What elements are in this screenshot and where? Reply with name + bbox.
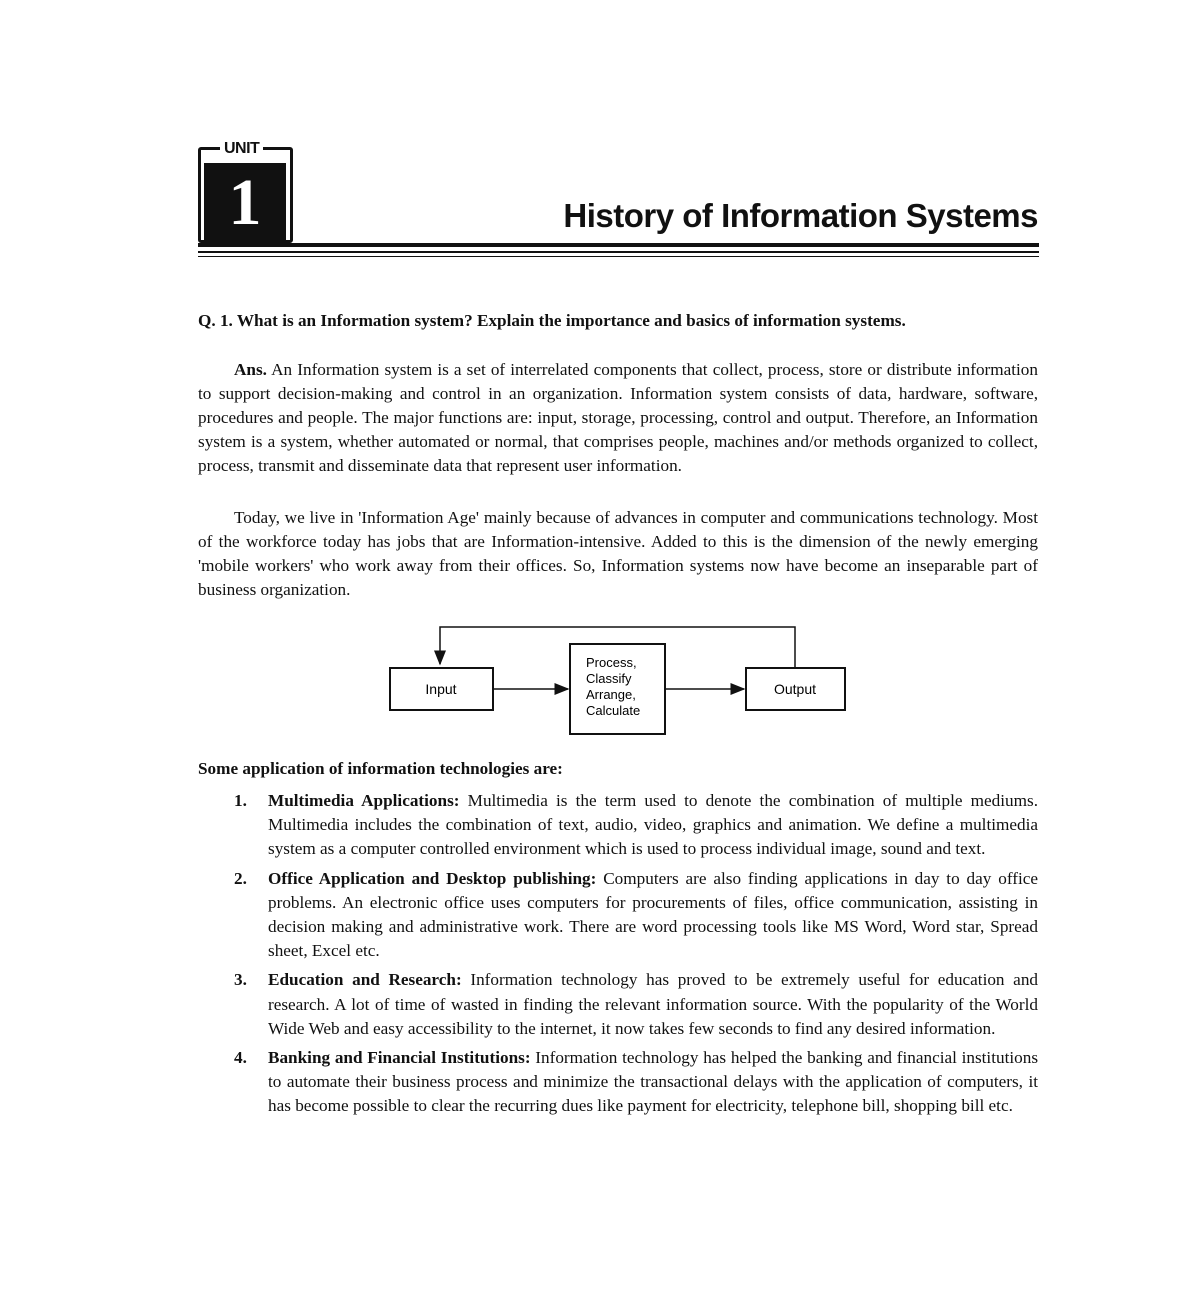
list-item-number: 3. — [234, 970, 247, 990]
answer-label: Ans. — [234, 360, 267, 379]
list-item — [198, 1046, 1038, 1119]
process-label-3: Arrange, — [586, 687, 636, 702]
list-item-number: 1. — [234, 791, 247, 810]
list-item-text: Information technology has helped the banking and financial institutions to automate their business process and minimize the transactional delays with the application of computers, it has become possible to clear the recurring dues like payment for electricity, telephone bill, shopping bill etc. — [268, 1048, 1039, 1116]
process-label-1: Process, — [586, 655, 637, 670]
output-label: Output — [773, 681, 817, 697]
header-rule-thin — [198, 251, 1039, 253]
question-heading: Q. 1. What is an Information system? Explain the importance and basics of information systems. — [198, 311, 906, 330]
input-label: Input — [425, 681, 457, 697]
answer-paragraph-1 — [198, 358, 1038, 478]
header-rule — [198, 243, 1039, 247]
list-item-title: Multimedia Applications: — [268, 791, 460, 810]
list-item — [198, 968, 1038, 1041]
applications-heading: Some application of information technologies are: — [198, 759, 563, 778]
list-item — [198, 867, 1038, 964]
list-item-text: Computers are also finding applications in day to day office problems. An electronic office uses computers for procurements of files, office communication, assisting in decision making and administrative work. There are word processing tools like MS Word, Word star, Spread sheet, Excel etc. — [268, 868, 1038, 961]
list-item — [198, 789, 1038, 862]
header-rule-thin-2 — [198, 256, 1039, 257]
unit-label: UNIT — [220, 140, 263, 158]
list-item-title: Banking and Financial Institutions: — [268, 1048, 531, 1068]
process-label-2: Classify — [586, 671, 632, 686]
process-label-4: Calculate — [586, 703, 641, 718]
chapter-title: History of Information Systems — [563, 197, 1038, 234]
answer-text-2: Today, we live in 'Information Age' mainly because of advances in computer and communications technology. Most of the workforce today has jobs that are Information-intensive. Added to this is the dimension of the newly emerging 'mobile workers' who work away from their offices. So, Information systems now have become an inseparable part of business organization. — [198, 508, 1038, 599]
list-item-title: Education and Research: — [268, 970, 462, 990]
list-item-text: Information technology has proved to be extremely useful for education and research. A lot of time of wasted in finding the relevant information source. With the popularity of the World Wide Web and easy accessibility to the internet, it now takes few seconds to find any desired information. — [268, 970, 1039, 1038]
answer-paragraph-2 — [198, 506, 1038, 602]
unit-number: 1 — [204, 163, 286, 243]
list-item-text: Multimedia is the term used to denote the combination of multiple mediums. Multimedia includes the combination of text, audio, video, graphics and animation. We define a multimedia system as a computer controlled environment which is used to process individual image, sound and text. — [268, 791, 1038, 859]
information-system-diagram — [380, 620, 860, 745]
list-item-number: 4. — [234, 1048, 247, 1068]
answer-text-1: An Information system is a set of interrelated components that collect, process, store or distribute information to support decision-making and control in an organization. Information system consists of data, hardware, software, procedures and people. The major functions are: input, storage, processing, control and output. Therefore, an Information system is a system, whether automated or normal, that comprises people, machines and/or methods organized to collect, process, transmit and disseminate data that represent user information. — [198, 360, 1038, 475]
applications-list — [198, 789, 1038, 1124]
list-item-title: Office Application and Desktop publishing: — [268, 868, 597, 888]
list-item-number: 2. — [234, 868, 247, 888]
